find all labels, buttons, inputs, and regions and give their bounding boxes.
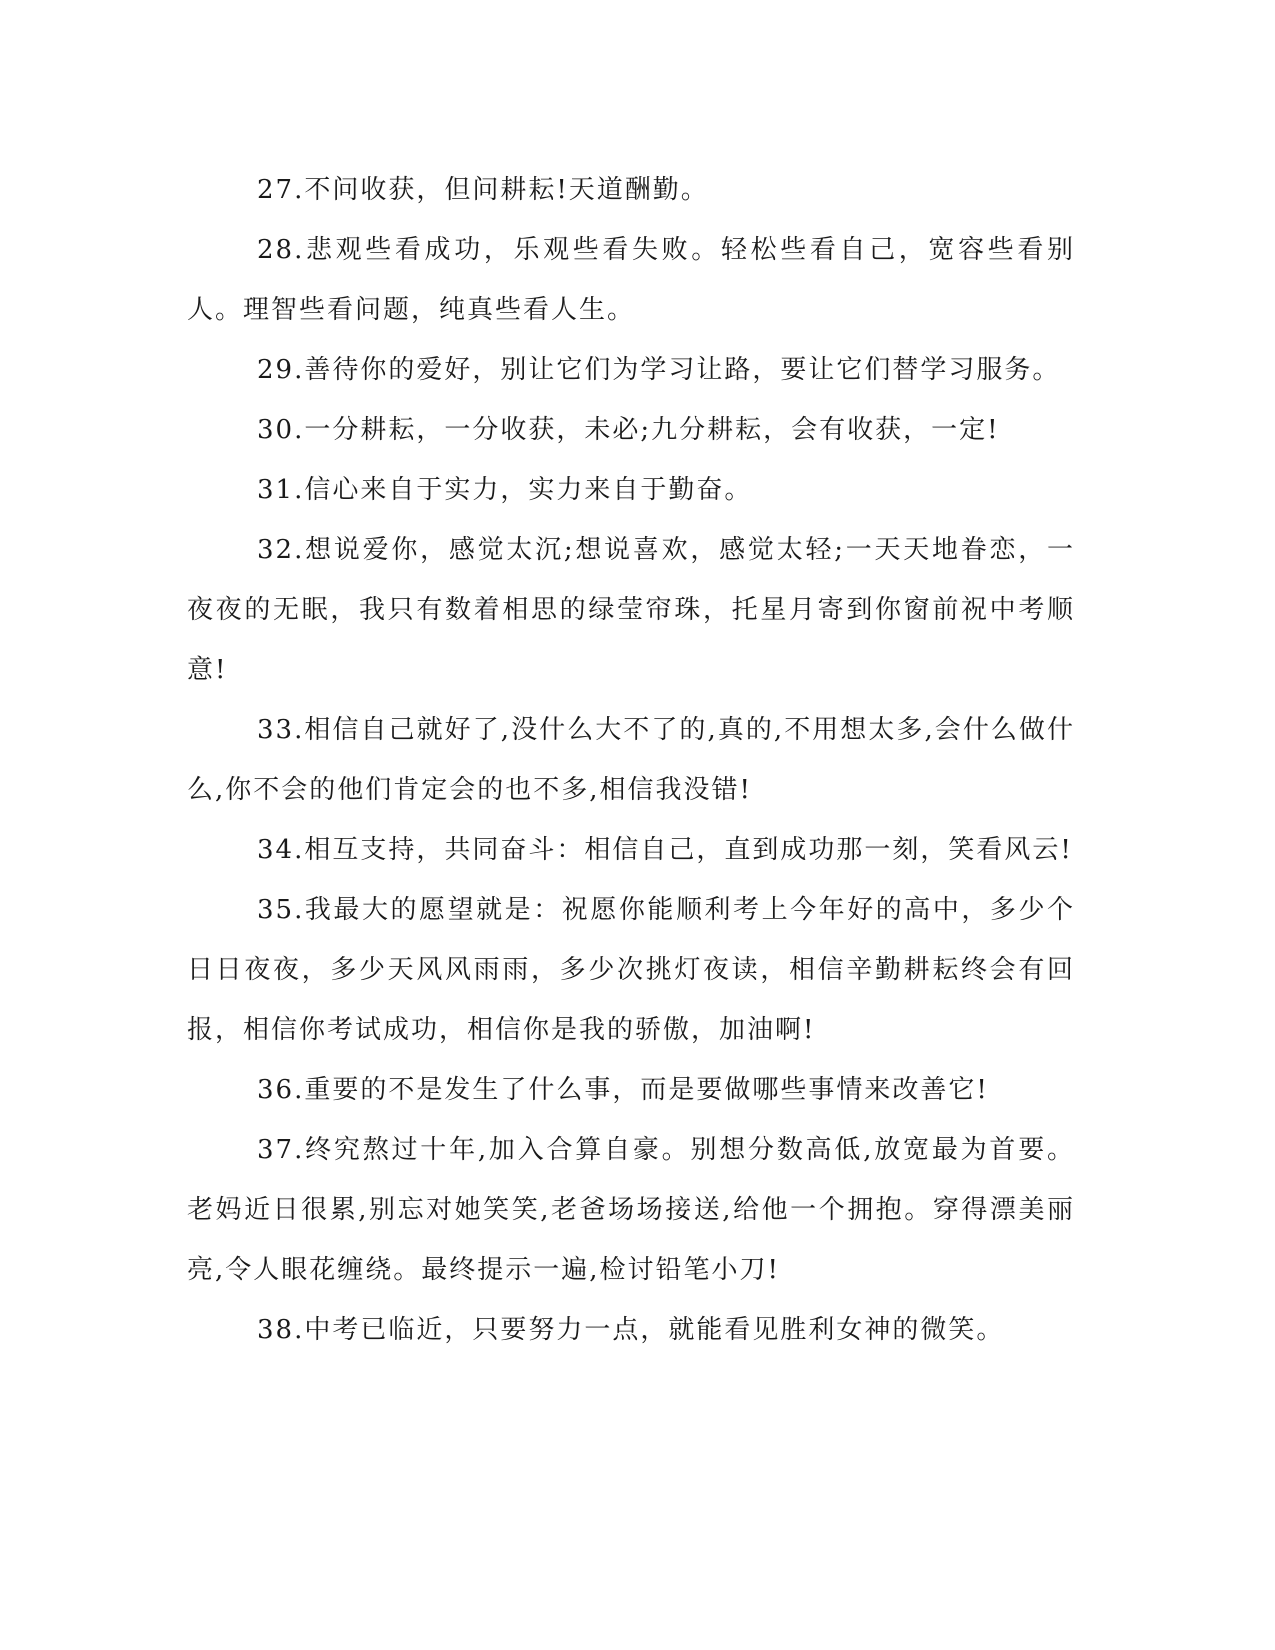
paragraph-37: 37.终究熬过十年,加入合算自豪。别想分数高低,放宽最为首要。老妈近日很累,别忘对她笑笑,老爸场场接送,给他一个拥抱。穿得漂美丽亮,令人眼花缠绕。最终提示一遍,检讨铅笔小刀!: [187, 1135, 1075, 1285]
paragraph-38: 38.中考已临近，只要努力一点，就能看见胜利女神的微笑。: [257, 1315, 1005, 1345]
paragraph-29: 29.善待你的爱好，别让它们为学习让路，要让它们替学习服务。: [257, 355, 1061, 385]
paragraph-27: 27.不问收获，但问耕耘!天道酬勤。: [257, 175, 709, 205]
paragraph-32: 32.想说爱你，感觉太沉;想说喜欢，感觉太轻;一天天地眷恋，一夜夜的无眠，我只有数着相思的绿莹帘珠，托星月寄到你窗前祝中考顺意!: [187, 535, 1075, 685]
paragraph-35: 35.我最大的愿望就是：祝愿你能顺利考上今年好的高中，多少个日日夜夜，多少天风风雨雨，多少次挑灯夜读，相信辛勤耕耘终会有回报，相信你考试成功，相信你是我的骄傲，加油啊!: [187, 895, 1075, 1045]
paragraph-31: 31.信心来自于实力，实力来自于勤奋。: [257, 475, 753, 505]
paragraph-30: 30.一分耕耘，一分收获，未必;九分耕耘，会有收获，一定!: [257, 415, 1000, 445]
paragraph-28: 28.悲观些看成功，乐观些看失败。轻松些看自己，宽容些看别人。理智些看问题，纯真些看人生。: [187, 235, 1075, 325]
paragraph-33: 33.相信自己就好了,没什么大不了的,真的,不用想太多,会什么做什么,你不会的他们肯定会的也不多,相信我没错!: [187, 715, 1075, 805]
document-body: [187, 160, 1075, 1360]
paragraph-34: 34.相互支持，共同奋斗：相信自己，直到成功那一刻，笑看风云!: [257, 835, 1073, 865]
paragraph-36: 36.重要的不是发生了什么事，而是要做哪些事情来改善它!: [257, 1075, 989, 1105]
